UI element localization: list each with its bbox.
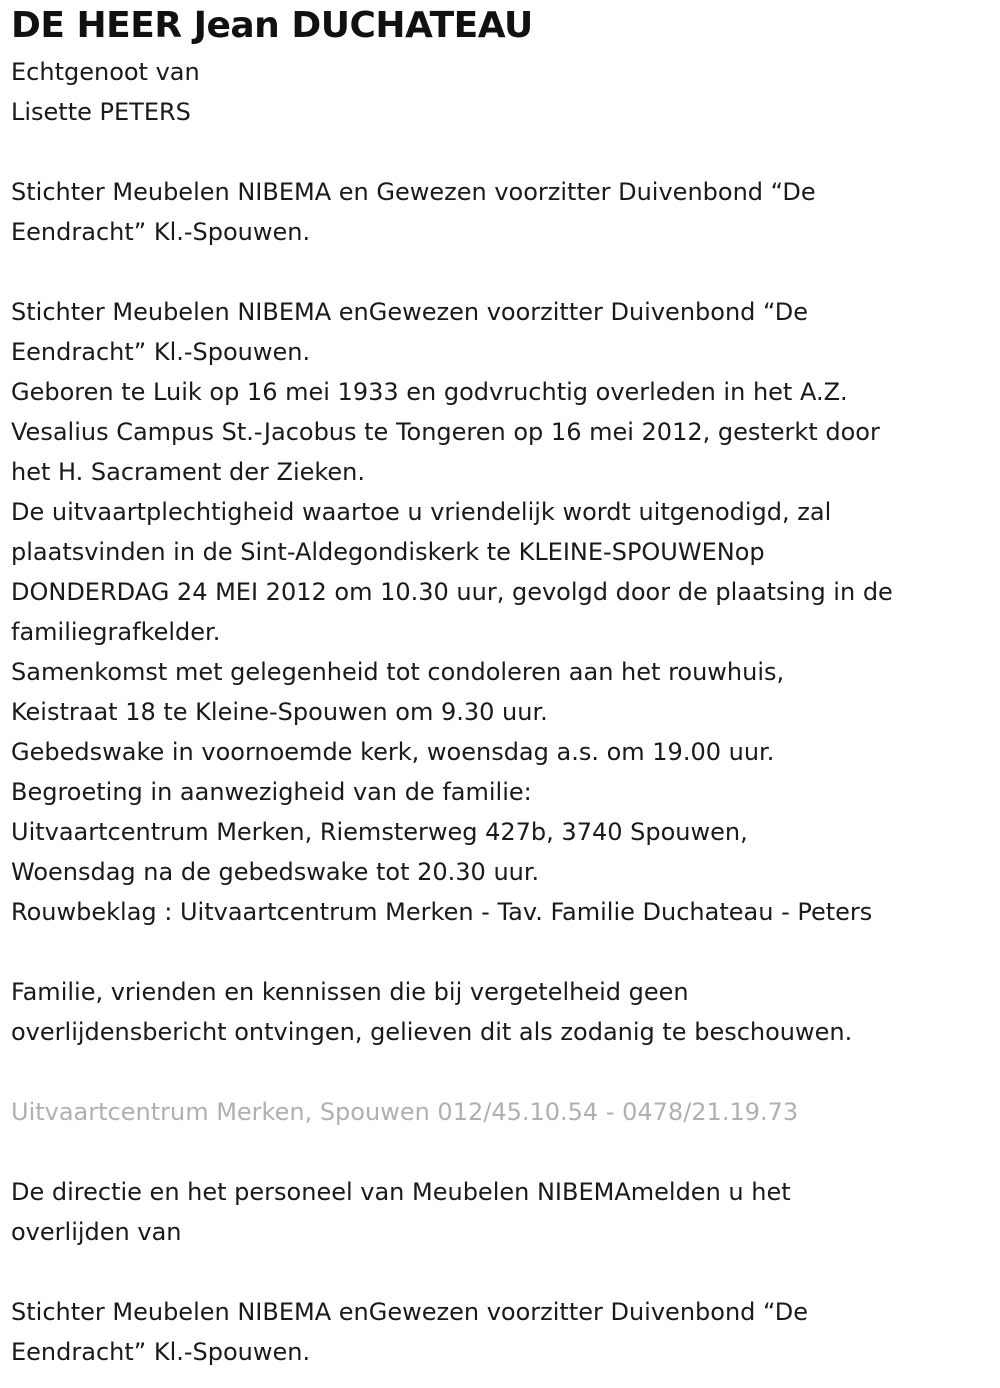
text-line: familiegrafkelder.: [11, 618, 221, 646]
text-line: DONDERDAG 24 MEI 2012 om 10.30 uur, gevolgd door de plaatsing in de: [11, 578, 893, 606]
company-announcement-paragraph: [11, 1172, 991, 1252]
spacer: [11, 932, 991, 972]
text-line: plaatsvinden in de Sint-Aldegondiskerk te KLEINE-SPOUWENop: [11, 538, 765, 566]
text-line: Begroeting in aanwezigheid van de familie:: [11, 778, 532, 806]
spacer: [11, 1252, 991, 1292]
text-line: Woensdag na de gebedswake tot 20.30 uur.: [11, 858, 540, 886]
founder-paragraph-repeat: [11, 1292, 991, 1372]
text-line: Eendracht” Kl.-Spouwen.: [11, 218, 311, 246]
text-line: het H. Sacrament der Zieken.: [11, 458, 366, 486]
text-line: Stichter Meubelen NIBEMA en Gewezen voorzitter Duivenbond “De: [11, 178, 816, 206]
spacer: [11, 1052, 991, 1092]
text-line: De directie en het personeel van Meubelen NIBEMAmelden u het: [11, 1178, 791, 1206]
text-line: Samenkomst met gelegenheid tot condoleren aan het rouwhuis,: [11, 658, 785, 686]
obituary-document: [11, 0, 991, 1372]
text-line: Geboren te Luik op 16 mei 1933 en godvruchtig overleden in het A.Z.: [11, 378, 848, 406]
text-line: Vesalius Campus St.-Jacobus te Tongeren op 16 mei 2012, gesterkt door: [11, 418, 880, 446]
deceased-name-title: DE HEER Jean DUCHATEAU: [11, 5, 533, 46]
text-line: Rouwbeklag : Uitvaartcentrum Merken - Tav. Familie Duchateau - Peters: [11, 898, 873, 926]
text-line: Eendracht” Kl.-Spouwen.: [11, 338, 311, 366]
spouse-block: [11, 52, 991, 132]
spouse-name: Lisette PETERS: [11, 98, 191, 126]
text-line: overlijdensbericht ontvingen, gelieven dit als zodanig te beschouwen.: [11, 1018, 853, 1046]
spacer: [11, 252, 991, 292]
text-line: Keistraat 18 te Kleine-Spouwen om 9.30 uur.: [11, 698, 548, 726]
text-line: Gebedswake in voornoemde kerk, woensdag a.s. om 19.00 uur.: [11, 738, 775, 766]
text-line: overlijden van: [11, 1218, 182, 1246]
funeral-home-contact: Uitvaartcentrum Merken, Spouwen 012/45.10.54 - 0478/21.19.73: [11, 1098, 799, 1126]
text-line: De uitvaartplechtigheid waartoe u vriendelijk wordt uitgenodigd, zal: [11, 498, 832, 526]
spacer: [11, 1132, 991, 1172]
spacer: [11, 132, 991, 172]
spouse-label: Echtgenoot van: [11, 58, 200, 86]
text-line: Uitvaartcentrum Merken, Riemsterweg 427b, 3740 Spouwen,: [11, 818, 748, 846]
founder-paragraph: [11, 172, 991, 252]
funeral-details-paragraph: [11, 292, 991, 932]
text-line: Familie, vrienden en kennissen die bij vergetelheid geen: [11, 978, 689, 1006]
text-line: Stichter Meubelen NIBEMA enGewezen voorzitter Duivenbond “De: [11, 1298, 808, 1326]
text-line: Eendracht” Kl.-Spouwen.: [11, 1338, 311, 1366]
family-notice-paragraph: [11, 972, 991, 1052]
text-line: Stichter Meubelen NIBEMA enGewezen voorzitter Duivenbond “De: [11, 298, 808, 326]
